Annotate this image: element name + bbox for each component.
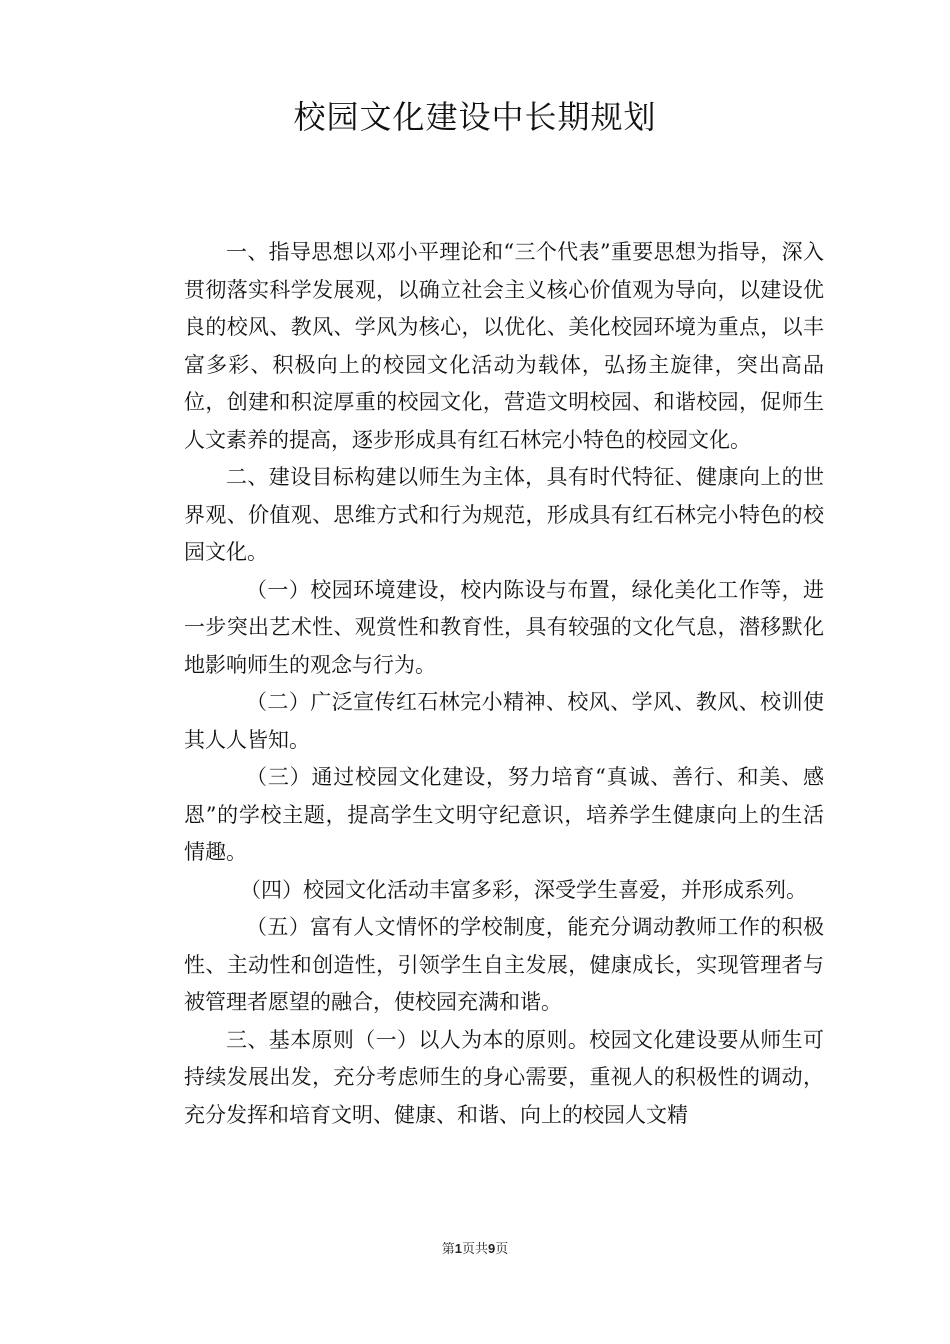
paragraph-construction-goals: 二、建设目标构建以师生为主体，具有时代特征、健康向上的世界观、价值观、思维方式和行为规范，形成具有红石林完小特色的校园文化。 (184, 465, 824, 564)
document-body (184, 234, 824, 1134)
paragraph-goal-4: （四）校园文化活动丰富多彩，深受学生喜爱，并形成系列。 (240, 877, 807, 902)
footer-middle: 页共 (461, 1242, 488, 1257)
footer-prefix: 第 (441, 1242, 455, 1257)
paragraph-goal-2: （二）广泛宣传红石林完小精神、校风、学风、教风、校训使其人人皆知。 (184, 690, 824, 752)
paragraph-goal-5: （五）富有人文情怀的学校制度，能充分调动教师工作的积极性、主动性和创造性，引领学生自主发展，健康成长，实现管理者与被管理者愿望的融合，使校园充满和谐。 (184, 915, 824, 1014)
paragraph-goal-3: （三）通过校园文化建设，努力培育“真诚、善行、和美、感恩”的学校主题，提高学生文明守纪意识，培养学生健康向上的生活情趣。 (184, 765, 824, 864)
document-title: 校园文化建设中长期规划 (293, 98, 657, 136)
paragraph-guiding-ideology: 一、指导思想以邓小平理论和“三个代表”重要思想为指导，深入贯彻落实科学发展观，以确立社会主义核心价值观为导向，以建设优良的校风、教风、学风为核心，以优化、美化校园环境为重点，以丰富多彩、积极向上的校园文化活动为载体，弘扬主旋律，突出高品位，创建和积淀厚重的校园文化，营造文明校园、和谐校园，促师生人文素养的提高，逐步形成具有红石林完小特色的校园文化。 (184, 240, 824, 452)
footer-suffix: 页 (495, 1242, 509, 1257)
page-footer (0, 1238, 950, 1257)
footer-current-page: 1 (454, 1241, 462, 1256)
paragraph-basic-principles: 三、基本原则（一）以人为本的原则。校园文化建设要从师生可持续发展出发，充分考虑师生的身心需要，重视人的积极性的调动，充分发挥和培育文明、健康、和谐、向上的校园人文精 (184, 1027, 824, 1127)
paragraph-goal-1: （一）校园环境建设，校内陈设与布置，绿化美化工作等，进一步突出艺术性、观赏性和教育性，具有较强的文化气息，潜移默化地影响师生的观念与行为。 (184, 577, 824, 677)
footer-total-pages: 9 (488, 1241, 496, 1256)
